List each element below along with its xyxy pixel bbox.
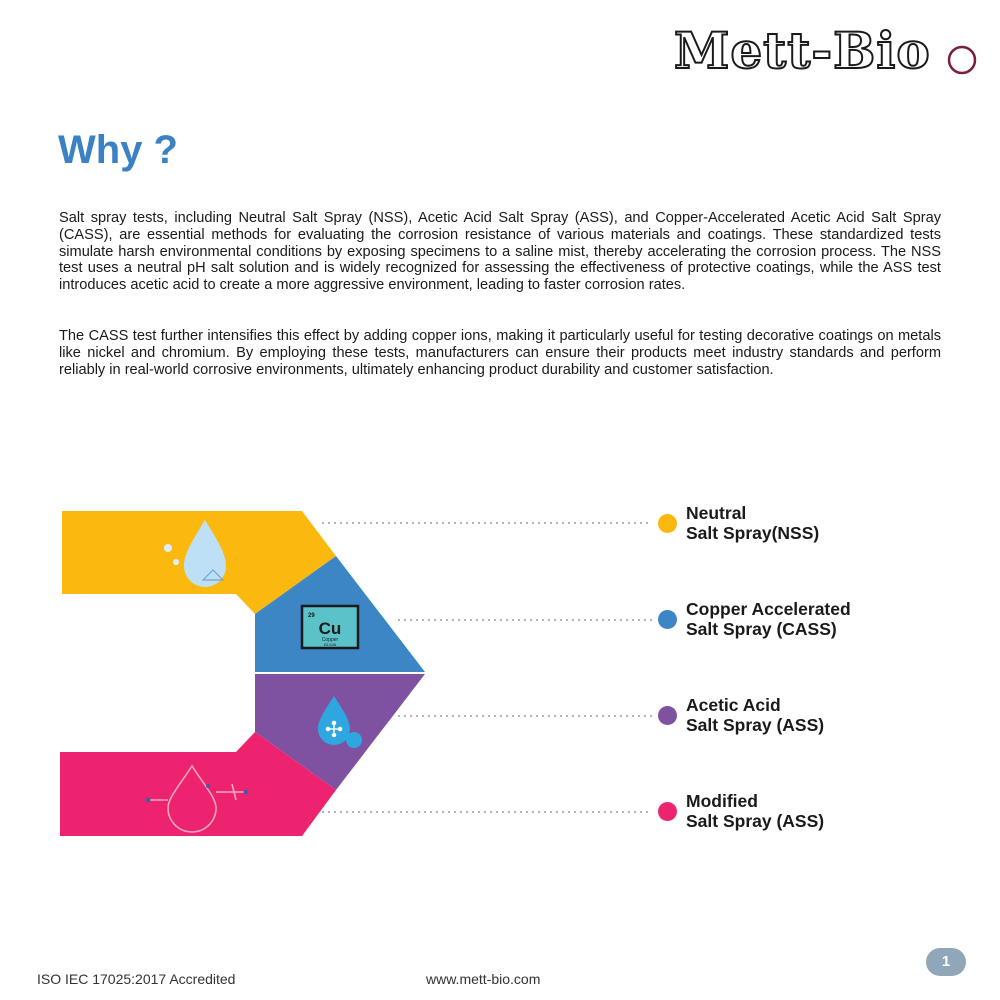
logo-text: Mett-Bio (674, 22, 931, 78)
page-number-badge: 1 (926, 948, 966, 976)
website-link[interactable]: www.mett-bio.com (426, 971, 541, 987)
legend-dot-icon (658, 802, 677, 821)
legend-label-line2: Salt Spray(NSS) (686, 523, 820, 543)
logo-ring-icon (949, 47, 975, 73)
legend-label-nss (686, 503, 819, 543)
legend-dot-icon (658, 706, 677, 725)
element-symbol: Cu (318, 619, 342, 638)
accreditation-text: ISO IEC 17025:2017 Accredited (37, 971, 236, 987)
legend-dot-icon (658, 514, 677, 533)
element-name: Copper (321, 637, 339, 643)
legend-label-line1: Acetic Acid (686, 695, 781, 715)
legend-label-line1: Modified (686, 791, 758, 811)
legend-label-line2: Salt Spray (ASS) (686, 715, 825, 735)
salt-spray-diagram (0, 500, 1000, 845)
legend-label-ass (686, 695, 824, 735)
legend-label-line2: Salt Spray (CASS) (686, 619, 837, 639)
mett-bio-logo (672, 22, 982, 78)
legend-label-modified (686, 791, 824, 831)
element-number: 29 (308, 613, 315, 619)
element-mass: 63.546 (323, 642, 337, 647)
copper-element-icon (302, 606, 358, 648)
cass-paragraph: The CASS test further intensifies this effect by adding copper ions, making it particularly useful for testing decorative coatings on metals like nickel and chromium. By employing these tests, manufacturers can ensure their products meet industry standards and perform reliably in real-world corrosive environments, ultimately enhancing product durability and customer satisfaction. (59, 328, 941, 378)
legend-dot-icon (658, 610, 677, 629)
legend-label-cass (686, 599, 851, 639)
legend-label-line1: Neutral (686, 503, 747, 523)
legend-label-line1: Copper Accelerated (686, 599, 851, 619)
intro-paragraph: Salt spray tests, including Neutral Salt Spray (NSS), Acetic Acid Salt Spray (ASS), and Copper-Accelerated Acetic Acid Salt Spray (CASS), are essential methods for evaluating the corrosion resistance of various materials and coatings. These standardized tests simulate harsh environmental conditions by exposing specimens to a saline mist, thereby accelerating the corrosion process. The NSS test uses a neutral pH salt solution and is widely recognized for assessing the effectiveness of protective coatings, while the ASS test introduces acetic acid to create a more aggressive environment, leading to faster corrosion rates. (59, 210, 941, 294)
page-title: Why ? (58, 128, 178, 172)
legend-label-line2: Salt Spray (ASS) (686, 811, 825, 831)
